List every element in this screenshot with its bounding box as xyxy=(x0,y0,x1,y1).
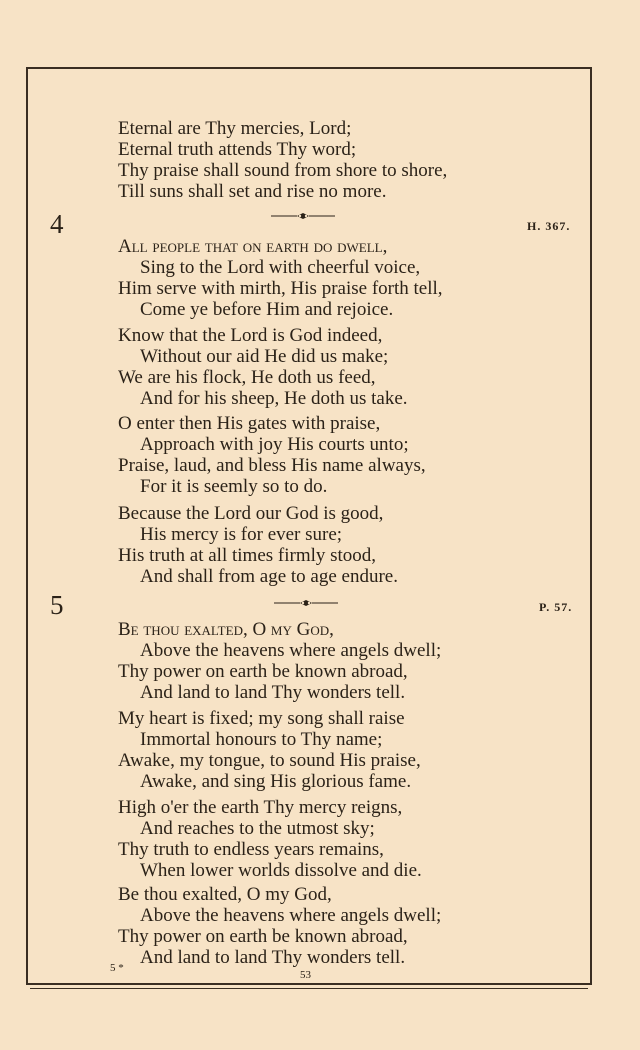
verse-line: Know that the Lord is God indeed, xyxy=(118,325,383,346)
verse-line: For it is seemly so to do. xyxy=(140,476,328,497)
verse-line: Eternal are Thy mercies, Lord; xyxy=(118,118,352,139)
verse-line: When lower worlds dissolve and die. xyxy=(140,860,422,881)
verse-line: Because the Lord our God is good, xyxy=(118,503,384,524)
verse-line: Praise, laud, and bless His name always, xyxy=(118,455,426,476)
hymn-number: 5 xyxy=(50,590,64,620)
verse-line: Eternal truth attends Thy word; xyxy=(118,139,357,160)
stanza xyxy=(118,708,538,792)
verse-line: His mercy is for ever sure; xyxy=(140,524,343,545)
tune-reference: P. 57. xyxy=(539,600,573,614)
stanza xyxy=(118,413,538,497)
stanza xyxy=(118,797,538,881)
verse-line: Be thou exalted, O my God, xyxy=(118,884,332,905)
page-number: 53 xyxy=(300,969,311,981)
verse-line: Be thou exalted, O my God, xyxy=(118,619,334,640)
verse-line: And land to land Thy wonders tell. xyxy=(140,682,406,703)
stanza xyxy=(118,884,538,968)
verse-line: Thy truth to endless years remains, xyxy=(118,839,384,860)
verse-line: And land to land Thy wonders tell. xyxy=(140,947,406,968)
verse-line: My heart is fixed; my song shall raise xyxy=(118,708,405,729)
verse-line: Thy power on earth be known abroad, xyxy=(118,926,408,947)
verse-line: And reaches to the utmost sky; xyxy=(140,818,375,839)
verse-line: His truth at all times firmly stood, xyxy=(118,545,377,566)
verse-line: We are his flock, He doth us feed, xyxy=(118,367,376,388)
verse-line: Till suns shall set and rise no more. xyxy=(118,181,387,202)
verse-line: And for his sheep, He doth us take. xyxy=(140,388,408,409)
verse-line: Awake, my tongue, to sound His praise, xyxy=(118,750,421,771)
tune-reference: H. 367. xyxy=(527,219,571,233)
verse-line: Awake, and sing His glorious fame. xyxy=(140,771,412,792)
verse-line: Him serve with mirth, His praise forth tell, xyxy=(118,278,443,299)
signature-mark: 5 * xyxy=(110,962,124,974)
verse-line: Come ye before Him and rejoice. xyxy=(140,299,394,320)
stanza xyxy=(118,619,538,703)
verse-line: Thy power on earth be known abroad, xyxy=(118,661,408,682)
ornament-divider xyxy=(271,212,335,220)
verse-line: And shall from age to age endure. xyxy=(140,566,398,587)
stanza xyxy=(118,503,538,587)
verse-line: O enter then His gates with praise, xyxy=(118,413,381,434)
verse-line: All people that on earth do dwell, xyxy=(118,236,388,257)
verse-line: Approach with joy His courts unto; xyxy=(140,434,409,455)
verse-line: Above the heavens where angels dwell; xyxy=(140,905,442,926)
verse-line: Thy praise shall sound from shore to shore, xyxy=(118,160,448,181)
stanza xyxy=(118,236,538,320)
verse-line: Without our aid He did us make; xyxy=(140,346,389,367)
verse-line: High o'er the earth Thy mercy reigns, xyxy=(118,797,403,818)
verse-line: Above the heavens where angels dwell; xyxy=(140,640,442,661)
stanza xyxy=(118,325,538,409)
verse-line: Immortal honours to Thy name; xyxy=(140,729,383,750)
hymn-number: 4 xyxy=(50,209,64,239)
verse-line: Sing to the Lord with cheerful voice, xyxy=(140,257,421,278)
stanza xyxy=(118,118,538,202)
ornament-divider xyxy=(274,599,338,607)
